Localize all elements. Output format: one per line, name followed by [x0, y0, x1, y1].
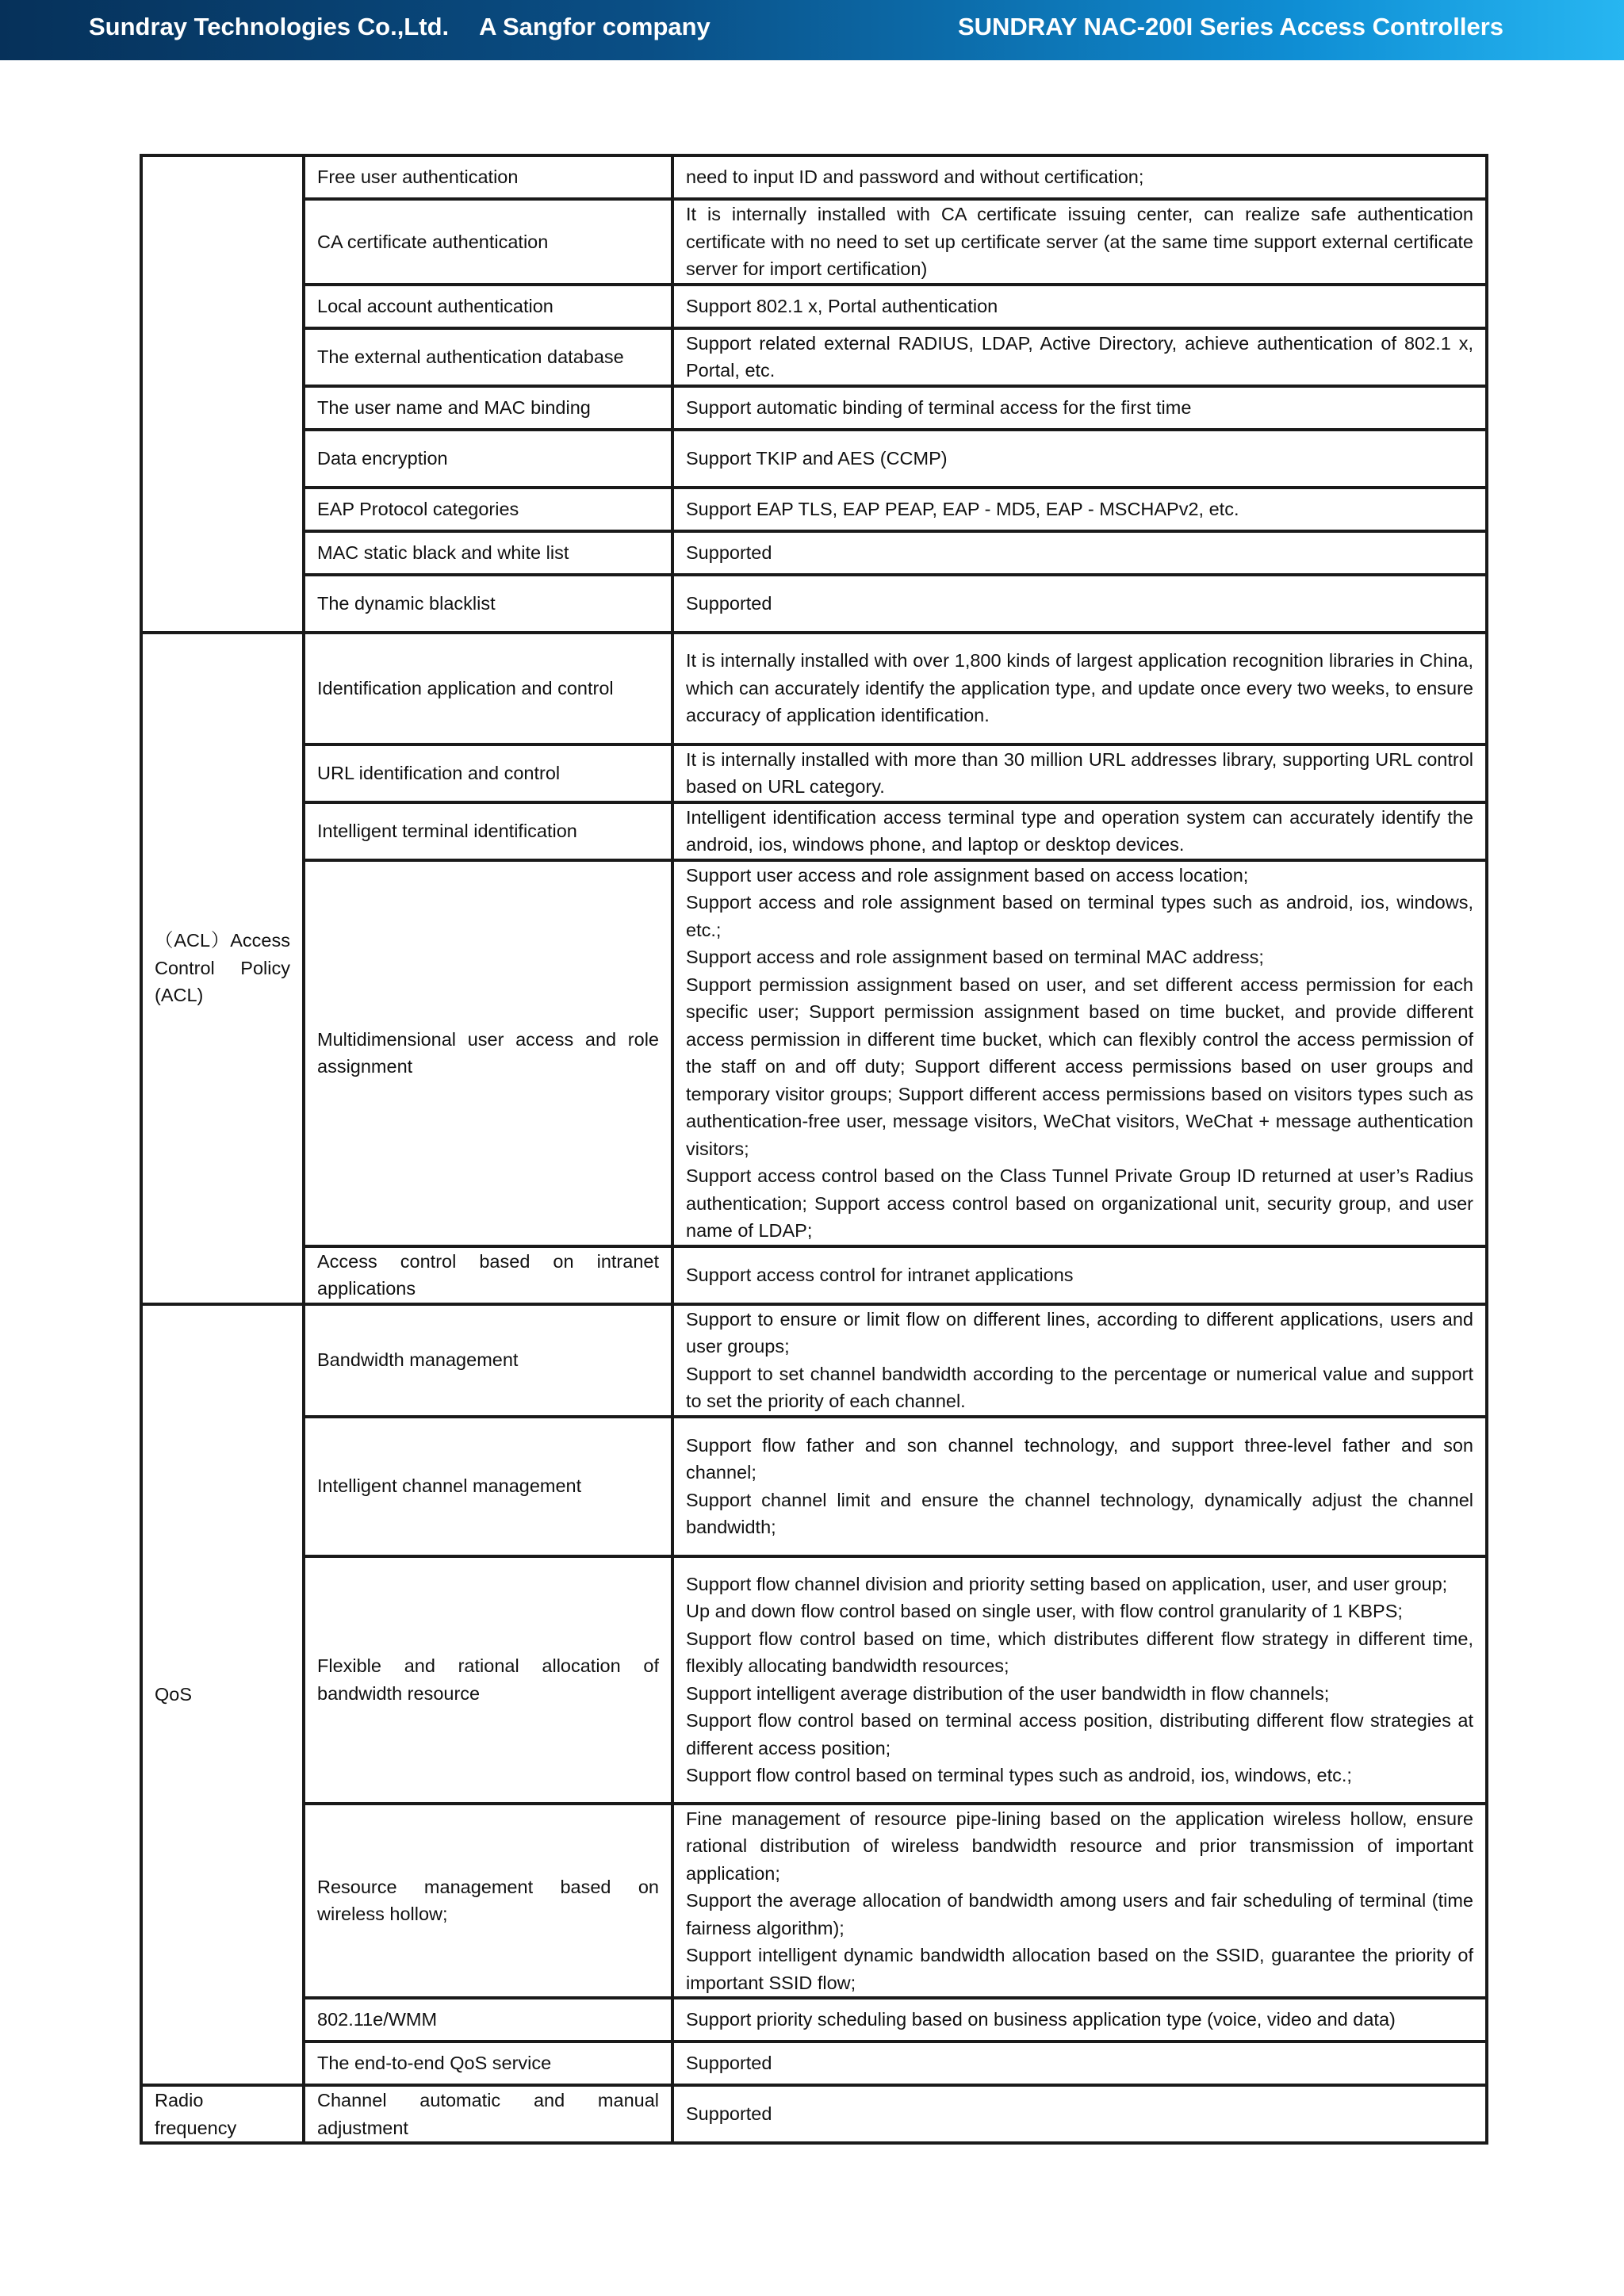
feature-cell: Channel automatic and manual adjustment	[304, 2085, 672, 2143]
description-line: Support intelligent dynamic bandwidth allocation based on the SSID, guarantee the priority of important SSID flow;	[686, 1945, 1473, 1993]
company-tagline: A Sangfor company	[479, 13, 710, 40]
description-cell: It is internally installed with more than 30 million URL addresses library, supporting URL control based on URL category.	[672, 744, 1487, 802]
table-row	[141, 744, 1487, 802]
feature-cell: URL identification and control	[304, 744, 672, 802]
table-row	[141, 575, 1487, 633]
description-line: Support the average allocation of bandwidth among users and fair scheduling of terminal (time fairness algorithm);	[686, 1890, 1473, 1938]
feature-cell: Free user authentication	[304, 155, 672, 199]
description-cell: Support automatic binding of terminal access for the first time	[672, 386, 1487, 430]
description-line: Support access control based on the Class Tunnel Private Group ID returned at user’s Radius authentication; Support access control based on organizational unit, security group, and user name of LDAP;	[686, 1165, 1473, 1241]
description-line: Support to set channel bandwidth according to the percentage or numerical value and support to set the priority of each channel.	[686, 1363, 1473, 1411]
description-line: Support channel limit and ensure the channel technology, dynamically adjust the channel bandwidth;	[686, 1489, 1473, 1537]
table-row	[141, 386, 1487, 430]
table-row	[141, 860, 1487, 1246]
table-row	[141, 1417, 1487, 1556]
table-row	[141, 2085, 1487, 2143]
feature-cell: Intelligent channel management	[304, 1417, 672, 1556]
table-row	[141, 488, 1487, 531]
spec-table	[140, 154, 1488, 2145]
feature-cell: EAP Protocol categories	[304, 488, 672, 531]
description-cell: Support 802.1 x, Portal authentication	[672, 285, 1487, 328]
table-row	[141, 155, 1487, 199]
description-cell: It is internally installed with over 1,800 kinds of largest application recognition libraries in China, which can accurately identify the application type, and update once every two weeks, to ensure accuracy of application identification.	[672, 633, 1487, 744]
description-cell: Supported	[672, 2042, 1487, 2085]
description-line: Support permission assignment based on user, and set different access permission for each specific user; Support permission assignment based on time bucket, and provide different access permission in different time bucket, which can flexibly control the access permission of the staff on and off duty; Support different access permissions based on user groups and temporary visitor groups; Support different access permissions based on visitors types such as authentication-free user, message visitors, WeChat visitors, WeChat + message authentication visitors;	[686, 974, 1473, 1159]
feature-cell: Flexible and rational allocation of bandwidth resource	[304, 1556, 672, 1804]
description-line: Support access and role assignment based on terminal types such as android, ios, windows, etc.;	[686, 892, 1473, 940]
category-cell: （ACL）Access Control Policy (ACL)	[141, 633, 304, 1304]
feature-cell: The external authentication database	[304, 328, 672, 386]
table-row	[141, 2042, 1487, 2085]
feature-cell: Data encryption	[304, 430, 672, 488]
table-row	[141, 285, 1487, 328]
description-line: Support flow father and son channel technology, and support three-level father and son channel;	[686, 1434, 1473, 1483]
description-cell	[672, 1804, 1487, 1999]
description-cell	[672, 860, 1487, 1246]
description-cell: Support priority scheduling based on business application type (voice, video and data)	[672, 1998, 1487, 2042]
feature-cell: Resource management based on wireless hollow;	[304, 1804, 672, 1999]
description-line: Support access and role assignment based on terminal MAC address;	[686, 947, 1264, 967]
description-cell	[672, 1417, 1487, 1556]
feature-cell: Local account authentication	[304, 285, 672, 328]
description-cell: Intelligent identification access terminal type and operation system can accurately identify the android, ios, windows phone, and laptop or desktop devices.	[672, 802, 1487, 860]
feature-cell: Multidimensional user access and role assignment	[304, 860, 672, 1246]
category-cell	[141, 155, 304, 633]
company-name: Sundray Technologies Co.,Ltd.	[89, 13, 450, 40]
table-row	[141, 531, 1487, 575]
table-row	[141, 1304, 1487, 1417]
header-left	[89, 13, 710, 41]
description-cell: Supported	[672, 2085, 1487, 2143]
description-line: Support intelligent average distribution of the user bandwidth in flow channels;	[686, 1682, 1330, 1704]
category-cell: Radio frequency	[141, 2085, 304, 2143]
feature-cell: The dynamic blacklist	[304, 575, 672, 633]
description-cell: Support related external RADIUS, LDAP, Active Directory, achieve authentication of 802.1 x, Portal, etc.	[672, 328, 1487, 386]
description-cell: Supported	[672, 531, 1487, 575]
description-cell: It is internally installed with CA certificate issuing center, can realize safe authentication certificate with no need to set up certificate server (at the same time support external certificate server for import certification)	[672, 199, 1487, 285]
table-row	[141, 430, 1487, 488]
description-cell	[672, 1556, 1487, 1804]
description-line: Up and down flow control based on single user, with flow control granularity of 1 KBPS;	[686, 1601, 1403, 1621]
description-cell: Support EAP TLS, EAP PEAP, EAP - MD5, EAP - MSCHAPv2, etc.	[672, 488, 1487, 531]
table-row	[141, 199, 1487, 285]
description-line: Support to ensure or limit flow on different lines, according to different applications, users and user groups;	[686, 1308, 1473, 1357]
description-line: Support flow control based on terminal types such as android, ios, windows, etc.;	[686, 1765, 1352, 1785]
table-row	[141, 1998, 1487, 2042]
description-cell	[672, 1304, 1487, 1417]
description-line: Support flow control based on terminal access position, distributing different flow strategies at different access position;	[686, 1710, 1473, 1758]
product-title: SUNDRAY NAC-200I Series Access Controllers	[957, 13, 1503, 40]
description-line: Fine management of resource pipe-lining based on the application wireless hollow, ensure rational distribution of wireless bandwidth resource and prior transmission of important application;	[686, 1808, 1473, 1884]
feature-cell: CA certificate authentication	[304, 199, 672, 285]
table-row	[141, 802, 1487, 860]
description-cell: need to input ID and password and without certification;	[672, 155, 1487, 199]
description-cell: Supported	[672, 575, 1487, 633]
category-cell: QoS	[141, 1304, 304, 2086]
table-row	[141, 328, 1487, 386]
description-line: Support flow channel division and priority setting based on application, user, and user group;	[686, 1573, 1448, 1594]
description-line: Support flow control based on time, which distributes different flow strategy in different time, flexibly allocating bandwidth resources;	[686, 1628, 1473, 1676]
table-row	[141, 1246, 1487, 1304]
table-row	[141, 633, 1487, 744]
description-line: Support user access and role assignment based on access location;	[686, 864, 1249, 886]
feature-cell: The end-to-end QoS service	[304, 2042, 672, 2085]
description-cell: Support TKIP and AES (CCMP)	[672, 430, 1487, 488]
feature-cell: Bandwidth management	[304, 1304, 672, 1417]
feature-cell: The user name and MAC binding	[304, 386, 672, 430]
header-banner	[0, 0, 1624, 60]
table-row	[141, 1804, 1487, 1999]
feature-cell: Identification application and control	[304, 633, 672, 744]
feature-cell: Access control based on intranet applications	[304, 1246, 672, 1304]
feature-cell: Intelligent terminal identification	[304, 802, 672, 860]
description-cell: Support access control for intranet applications	[672, 1246, 1487, 1304]
feature-cell: MAC static black and white list	[304, 531, 672, 575]
table-row	[141, 1556, 1487, 1804]
feature-cell: 802.11e/WMM	[304, 1998, 672, 2042]
